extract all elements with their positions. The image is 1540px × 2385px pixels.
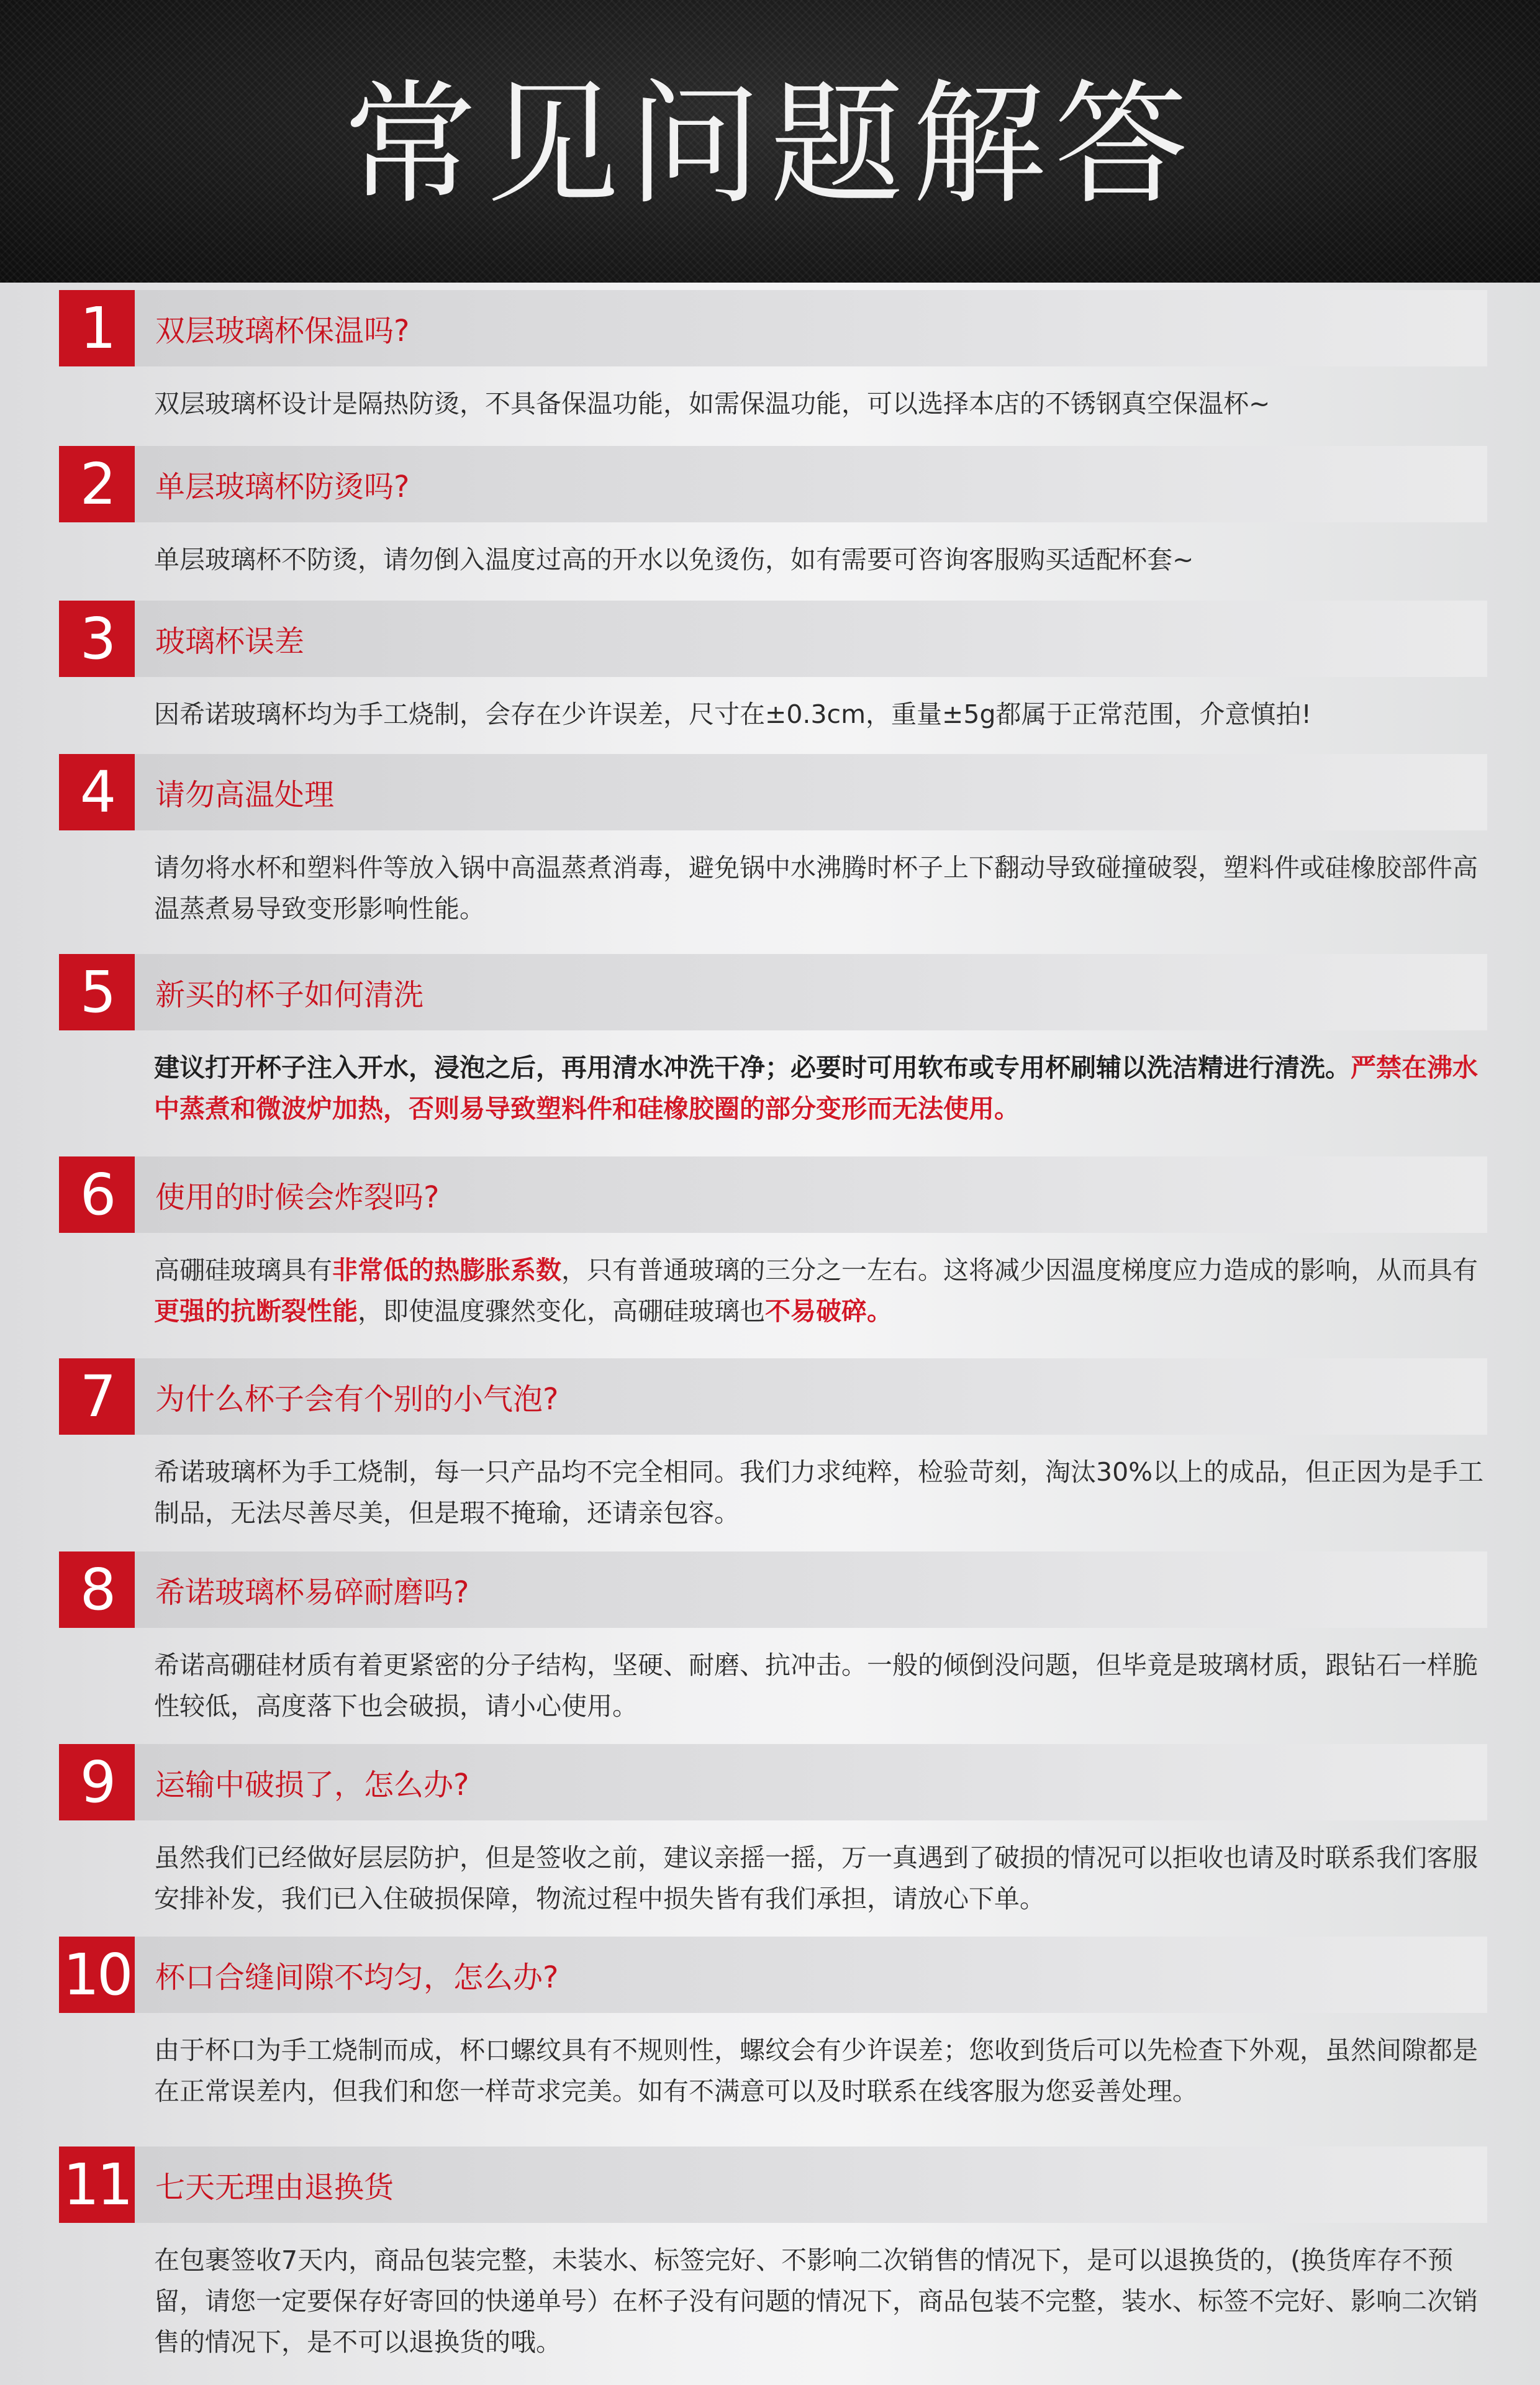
faq-question: 玻璃杯误差 (155, 624, 305, 659)
page-header (0, 0, 1540, 283)
faq-answer: 希诺高硼硅材质有着更紧密的分子结构，坚硬、耐磨、抗冲击。一般的倾倒没问题，但毕竟是玻璃材质，跟钻石一样脆性较低，高度落下也会破损，请小心使用。 (154, 1650, 1478, 1721)
warning-text: 严禁在沸水中蒸煮和微波炉加热，否则易导致塑料件和硅橡胶圈的部分变形而无法使用。 (154, 1053, 1478, 1124)
faq-answer: 虽然我们已经做好层层防护，但是签收之前，建议亲摇一摇，万一真遇到了破损的情况可以拒收也请及时联系我们客服安排补发，我们已入住破损保障，物流过程中损失皆有我们承担，请放心下单。 (154, 1843, 1478, 1914)
faq-answer: 由于杯口为手工烧制而成，杯口螺纹具有不规则性，螺纹会有少许误差；您收到货后可以先检查下外观，虽然间隙都是在正常误差内，但我们和您一样苛求完美。如有不满意可以及时联系在线客服为您妥善处理。 (154, 2035, 1478, 2106)
faq-answer (154, 1250, 1489, 1332)
faq-answer: 希诺玻璃杯为手工烧制，每一只产品均不完全相同。我们力求纯粹，检验苛刻，淘汰30%以上的成品，但正因为是手工制品，无法尽善尽美，但是瑕不掩瑜，还请亲包容。 (154, 1457, 1484, 1528)
faq-question: 双层玻璃杯保温吗? (155, 314, 410, 348)
faq-number: 11 (59, 2146, 135, 2223)
faq-number: 2 (59, 446, 135, 522)
faq-question: 使用的时候会炸裂吗? (155, 1180, 440, 1215)
faq-answer: 请勿将水杯和塑料件等放入锅中高温蒸煮消毒，避免锅中水沸腾时杯子上下翻动导致碰撞破裂，塑料件或硅橡胶部件高温蒸煮易导致变形影响性能。 (154, 853, 1478, 924)
faq-question: 希诺玻璃杯易碎耐磨吗? (155, 1575, 469, 1610)
highlight-text: 非常低的热膨胀系数 (332, 1255, 561, 1285)
faq-number: 10 (59, 1937, 135, 2013)
faq-number: 7 (59, 1358, 135, 1435)
faq-number: 6 (59, 1156, 135, 1233)
faq-number: 4 (59, 754, 135, 830)
page-title: 常见问题解答 (343, 66, 1197, 222)
answer-text: ，即使温度骤然变化，高硼硅玻璃也 (358, 1296, 765, 1326)
highlight-text: 不易破碎。 (765, 1296, 892, 1326)
faq-answer: 单层玻璃杯不防烫，请勿倒入温度过高的开水以免烫伤，如有需要可咨询客服购买适配杯套~ (154, 545, 1194, 575)
faq-question: 为什么杯子会有个别的小气泡? (155, 1382, 559, 1417)
faq-question: 杯口合缝间隙不均匀，怎么办? (155, 1960, 559, 1995)
faq-question: 新买的杯子如何清洗 (155, 978, 424, 1012)
faq-number: 1 (59, 290, 135, 366)
highlight-text: 更强的抗断裂性能 (154, 1296, 358, 1326)
faq-number: 5 (59, 954, 135, 1030)
faq-answer (154, 1047, 1489, 1129)
faq-number: 3 (59, 601, 135, 677)
faq-answer: 因希诺玻璃杯均为手工烧制，会存在少许误差，尺寸在±0.3cm，重量±5g都属于正常范围，介意慎拍! (154, 699, 1311, 729)
faq-question: 请勿高温处理 (155, 778, 335, 812)
answer-text: 建议打开杯子注入开水，浸泡之后，再用清水冲洗干净；必要时可用软布或专用杯刷辅以洗洁精进行清洗。 (154, 1053, 1351, 1083)
faq-question: 单层玻璃杯防烫吗? (155, 470, 410, 504)
faq-answer: 在包裹签收7天内，商品包装完整，未装水、标签完好、不影响二次销售的情况下，是可以退换货的，(换货库存不预留，请您一定要保存好寄回的快递单号）在杯子没有问题的情况下，商品包装不完整，装水、标签不完好、影响二次销售的情况下，是不可以退换货的哦。 (154, 2245, 1478, 2357)
faq-question: 运输中破损了，怎么办? (155, 1768, 469, 1802)
faq-question: 七天无理由退换货 (155, 2170, 394, 2205)
answer-text: 高硼硅玻璃具有 (154, 1255, 332, 1285)
faq-answer: 双层玻璃杯设计是隔热防烫，不具备保温功能，如需保温功能，可以选择本店的不锈钢真空保温杯~ (154, 389, 1270, 419)
answer-text: ，只有普通玻璃的三分之一左右。这将减少因温度梯度应力造成的影响，从而具有 (561, 1255, 1478, 1285)
faq-number: 8 (59, 1551, 135, 1628)
faq-number: 9 (59, 1744, 135, 1820)
